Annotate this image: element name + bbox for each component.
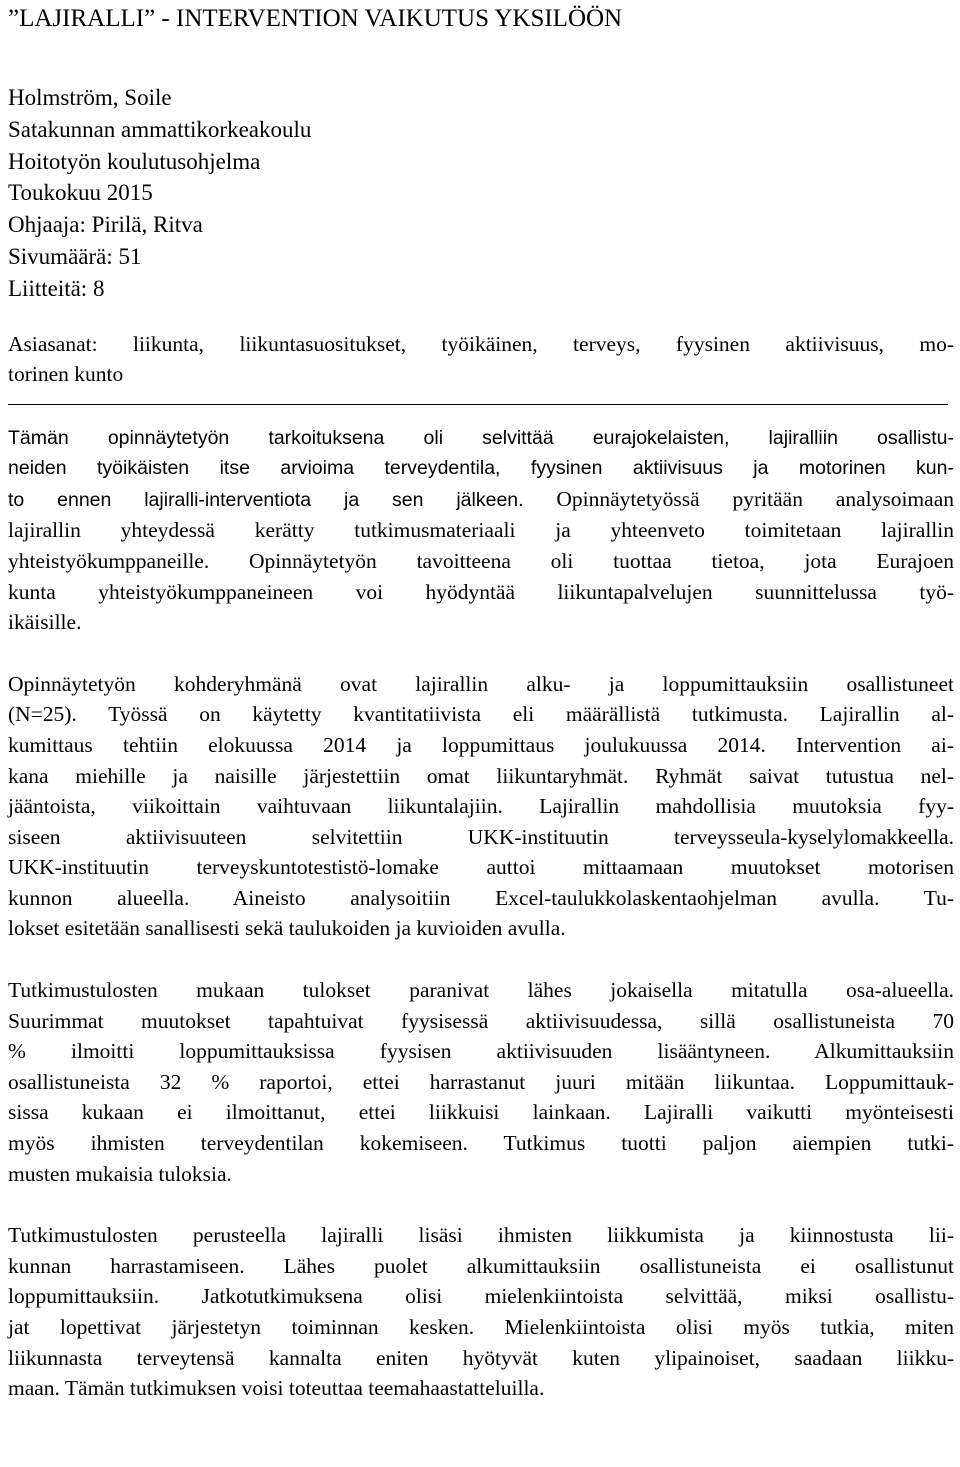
paragraph-line: Suurimmat muutokset tapahtuivat fyysisessä aktiivisuudessa, sillä osallistuneista 70 <box>8 1008 954 1033</box>
abstract-paragraph-2 <box>8 669 954 944</box>
paragraph-line: jääntoista, viikoittain vaihtuvaan liikuntalajiin. Lajirallin mahdollisia muutoksia fyy- <box>8 794 954 819</box>
paragraph-fragment: Opinnäytetyössä pyritään analysoimaan <box>523 486 954 511</box>
abstract <box>8 423 954 1404</box>
paragraph-line: % ilmoitti loppumittauksissa fyysisen aktiivisuuden lisääntyneen. Alkumittauksiin <box>8 1039 954 1064</box>
paragraph-line: kana miehille ja naisille järjestettiin omat liikuntaryhmät. Ryhmät saivat tutustua nel- <box>8 763 954 788</box>
paragraph-fragment: to ennen lajiralli-interventiota ja sen jälkeen. <box>8 488 524 511</box>
paragraph-line: Tämän opinnäytetyön tarkoituksena oli selvittää eurajokelaisten, lajiralliin osallistu- <box>8 426 954 449</box>
paragraph-line: kunta yhteistyökumppaneineen voi hyödyntää liikuntapalvelujen suunnittelussa työ- <box>8 579 954 604</box>
paragraph-line: ikäisille. <box>8 610 82 635</box>
appendix-count: Liitteitä: 8 <box>8 275 105 301</box>
paragraph-line: loppumittauksiin. Jatkotutkimuksena olisi mielenkiintoista selvittää, miksi osallistu- <box>8 1284 954 1309</box>
page-count: Sivumäärä: 51 <box>8 243 142 269</box>
abstract-paragraph-1 <box>8 423 954 638</box>
date: Toukokuu 2015 <box>8 180 153 206</box>
paragraph-line: maan. Tämän tutkimuksen voisi toteuttaa teemahaastatteluilla. <box>8 1376 545 1401</box>
supervisor: Ohjaaja: Pirilä, Ritva <box>8 212 203 238</box>
institution: Satakunnan ammattikorkeakoulu <box>8 116 312 142</box>
paragraph-line: musten mukaisia tuloksia. <box>8 1161 232 1186</box>
paragraph-line: liikunnasta terveytensä kannalta eniten hyötyvät kuten ylipainoiset, saadaan liikku- <box>8 1345 954 1370</box>
paragraph-line <box>8 484 954 516</box>
author: Holmström, Soile <box>8 85 172 110</box>
paragraph-line: Opinnäytetyön kohderyhmänä ovat lajirallin alku- ja loppumittauksiin osallistuneet <box>8 671 954 696</box>
document-title: ”LAJIRALLI” - INTERVENTION VAIKUTUS YKSILÖÖN <box>8 5 623 32</box>
keywords <box>8 329 954 389</box>
degree-programme: Hoitotyön koulutusohjelma <box>8 148 261 174</box>
paragraph-line: jat lopettivat järjestetyn toiminnan kesken. Mielenkiintoista olisi myös tutkia, miten <box>8 1315 954 1340</box>
section-divider <box>8 404 948 405</box>
paragraph-line: sissa kukaan ei ilmoittanut, ettei liikkuisi lainkaan. Lajiralli vaikutti myönteisesti <box>8 1100 954 1125</box>
paragraph-line: neiden työikäisten itse arvioima terveydentila, fyysinen aktiivisuus ja motorinen kun- <box>8 457 954 480</box>
document-page <box>8 0 954 1404</box>
abstract-paragraph-4 <box>8 1220 954 1404</box>
keywords-line: Asiasanat: liikunta, liikuntasuositukset, työikäinen, terveys, fyysinen aktiivisuus, mo- <box>8 331 954 356</box>
paragraph-line: UKK-instituutin terveyskuntotestistö-lomake auttoi mittaamaan muutokset motorisen <box>8 855 954 880</box>
paragraph-line: (N=25). Työssä on käytetty kvantitatiivista eli määrällistä tutkimusta. Lajirallin al- <box>8 702 954 727</box>
thesis-metadata <box>8 82 954 305</box>
paragraph-line: Tutkimustulosten mukaan tulokset paranivat lähes jokaisella mitatulla osa-alueella. <box>8 978 954 1003</box>
abstract-paragraph-3 <box>8 975 954 1189</box>
paragraph-line: kumittaus tehtiin elokuussa 2014 ja loppumittaus joulukuussa 2014. Intervention ai- <box>8 732 954 757</box>
paragraph-line: myös ihmisten terveydentilan kokemiseen. Tutkimus tuotti paljon aiempien tutki- <box>8 1131 954 1156</box>
paragraph-line: lajirallin yhteydessä kerätty tutkimusmateriaali ja yhteenveto toimitetaan lajirallin <box>8 518 954 543</box>
paragraph-line: osallistuneista 32 % raportoi, ettei harrastanut juuri mitään liikuntaa. Loppumittauk- <box>8 1069 954 1094</box>
paragraph-line: lokset esitetään sanallisesti sekä taulukoiden ja kuvioiden avulla. <box>8 916 566 941</box>
paragraph-line: kunnan harrastamiseen. Lähes puolet alkumittauksiin osallistuneista ei osallistunut <box>8 1253 954 1278</box>
paragraph-line: Tutkimustulosten perusteella lajiralli lisäsi ihmisten liikkumista ja kiinnostusta lii- <box>8 1223 954 1248</box>
paragraph-line: siseen aktiivisuuteen selvitettiin UKK-instituutin terveysseula-kyselylomakkeella. <box>8 824 954 849</box>
keywords-line: torinen kunto <box>8 361 124 386</box>
paragraph-line: yhteistyökumppaneille. Opinnäytetyön tavoitteena oli tuottaa tietoa, jota Eurajoen <box>8 548 954 573</box>
paragraph-line: kunnon alueella. Aineisto analysoitiin Excel-taulukkolaskentaohjelman avulla. Tu- <box>8 885 954 910</box>
